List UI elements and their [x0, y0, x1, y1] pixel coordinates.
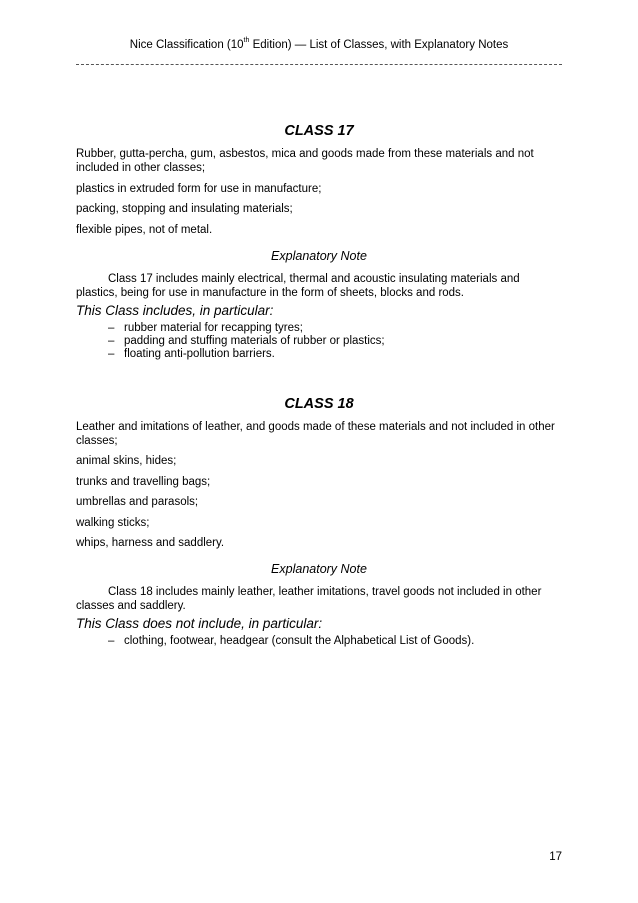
- header-title-start: Nice Classification (10: [129, 38, 244, 51]
- class-17-item: flexible pipes, not of metal.: [76, 223, 213, 236]
- class-17-item: plastics in extruded form for use in manufacture;: [76, 182, 322, 195]
- class-18-item: walking sticks;: [76, 516, 150, 529]
- header-title-end: Edition) — List of Classes, with Explanatory Notes: [249, 38, 509, 51]
- dash-marker: –: [108, 334, 115, 347]
- class-17-note-text: Class 17 includes mainly electrical, thermal and acoustic insulating materials and plastics, being for use in manufacture in the form of sheets, blocks and rods.: [76, 272, 520, 299]
- class-17-item: Rubber, gutta-percha, gum, asbestos, mica and goods made from these materials and not included in other classes;: [76, 148, 534, 174]
- class-17-item: packing, stopping and insulating materials;: [76, 203, 293, 215]
- class-18-note-title: Explanatory Note: [271, 562, 367, 576]
- class-17-includes-heading: This Class includes, in particular:: [76, 302, 274, 318]
- class-17-note-title: Explanatory Note: [271, 248, 367, 263]
- class-18-item: Leather and imitations of leather, and goods made of these materials and not included in other classes;: [76, 420, 555, 447]
- class-17-title: CLASS 17: [284, 123, 354, 139]
- class-18-item: trunks and travelling bags;: [76, 475, 211, 488]
- class-17-bullet-list: [76, 322, 562, 361]
- list-item-text: floating anti-pollution barriers.: [124, 347, 275, 360]
- dash-marker: –: [108, 347, 115, 360]
- header-title-superscript: th: [243, 37, 250, 44]
- list-item: [108, 635, 562, 648]
- list-item-text: padding and stuffing materials of rubber or plastics;: [124, 334, 385, 347]
- page-body: [76, 124, 562, 648]
- class-18-item: whips, harness and saddlery.: [76, 537, 225, 549]
- list-item: [108, 348, 562, 361]
- list-item-text: clothing, footwear, headgear (consult the Alphabetical List of Goods).: [124, 635, 475, 647]
- class-18-title: CLASS 18: [284, 395, 354, 412]
- dash-marker: –: [108, 635, 115, 647]
- class-18-item: animal skins, hides;: [76, 455, 177, 467]
- page-header: [0, 38, 638, 51]
- class-18-excludes-heading: This Class does not include, in particular:: [76, 616, 323, 631]
- list-item: [108, 335, 562, 348]
- class-18-bullet-list: [76, 635, 562, 648]
- list-item: [108, 322, 562, 335]
- class-18-note-text: Class 18 includes mainly leather, leather imitations, travel goods not included in other classes and saddlery.: [76, 586, 542, 612]
- header-divider: [76, 64, 562, 65]
- page-number: 17: [549, 851, 562, 863]
- list-item-text: rubber material for recapping tyres;: [124, 321, 303, 334]
- class-18-item: umbrellas and parasols;: [76, 496, 199, 508]
- dash-marker: –: [108, 321, 115, 334]
